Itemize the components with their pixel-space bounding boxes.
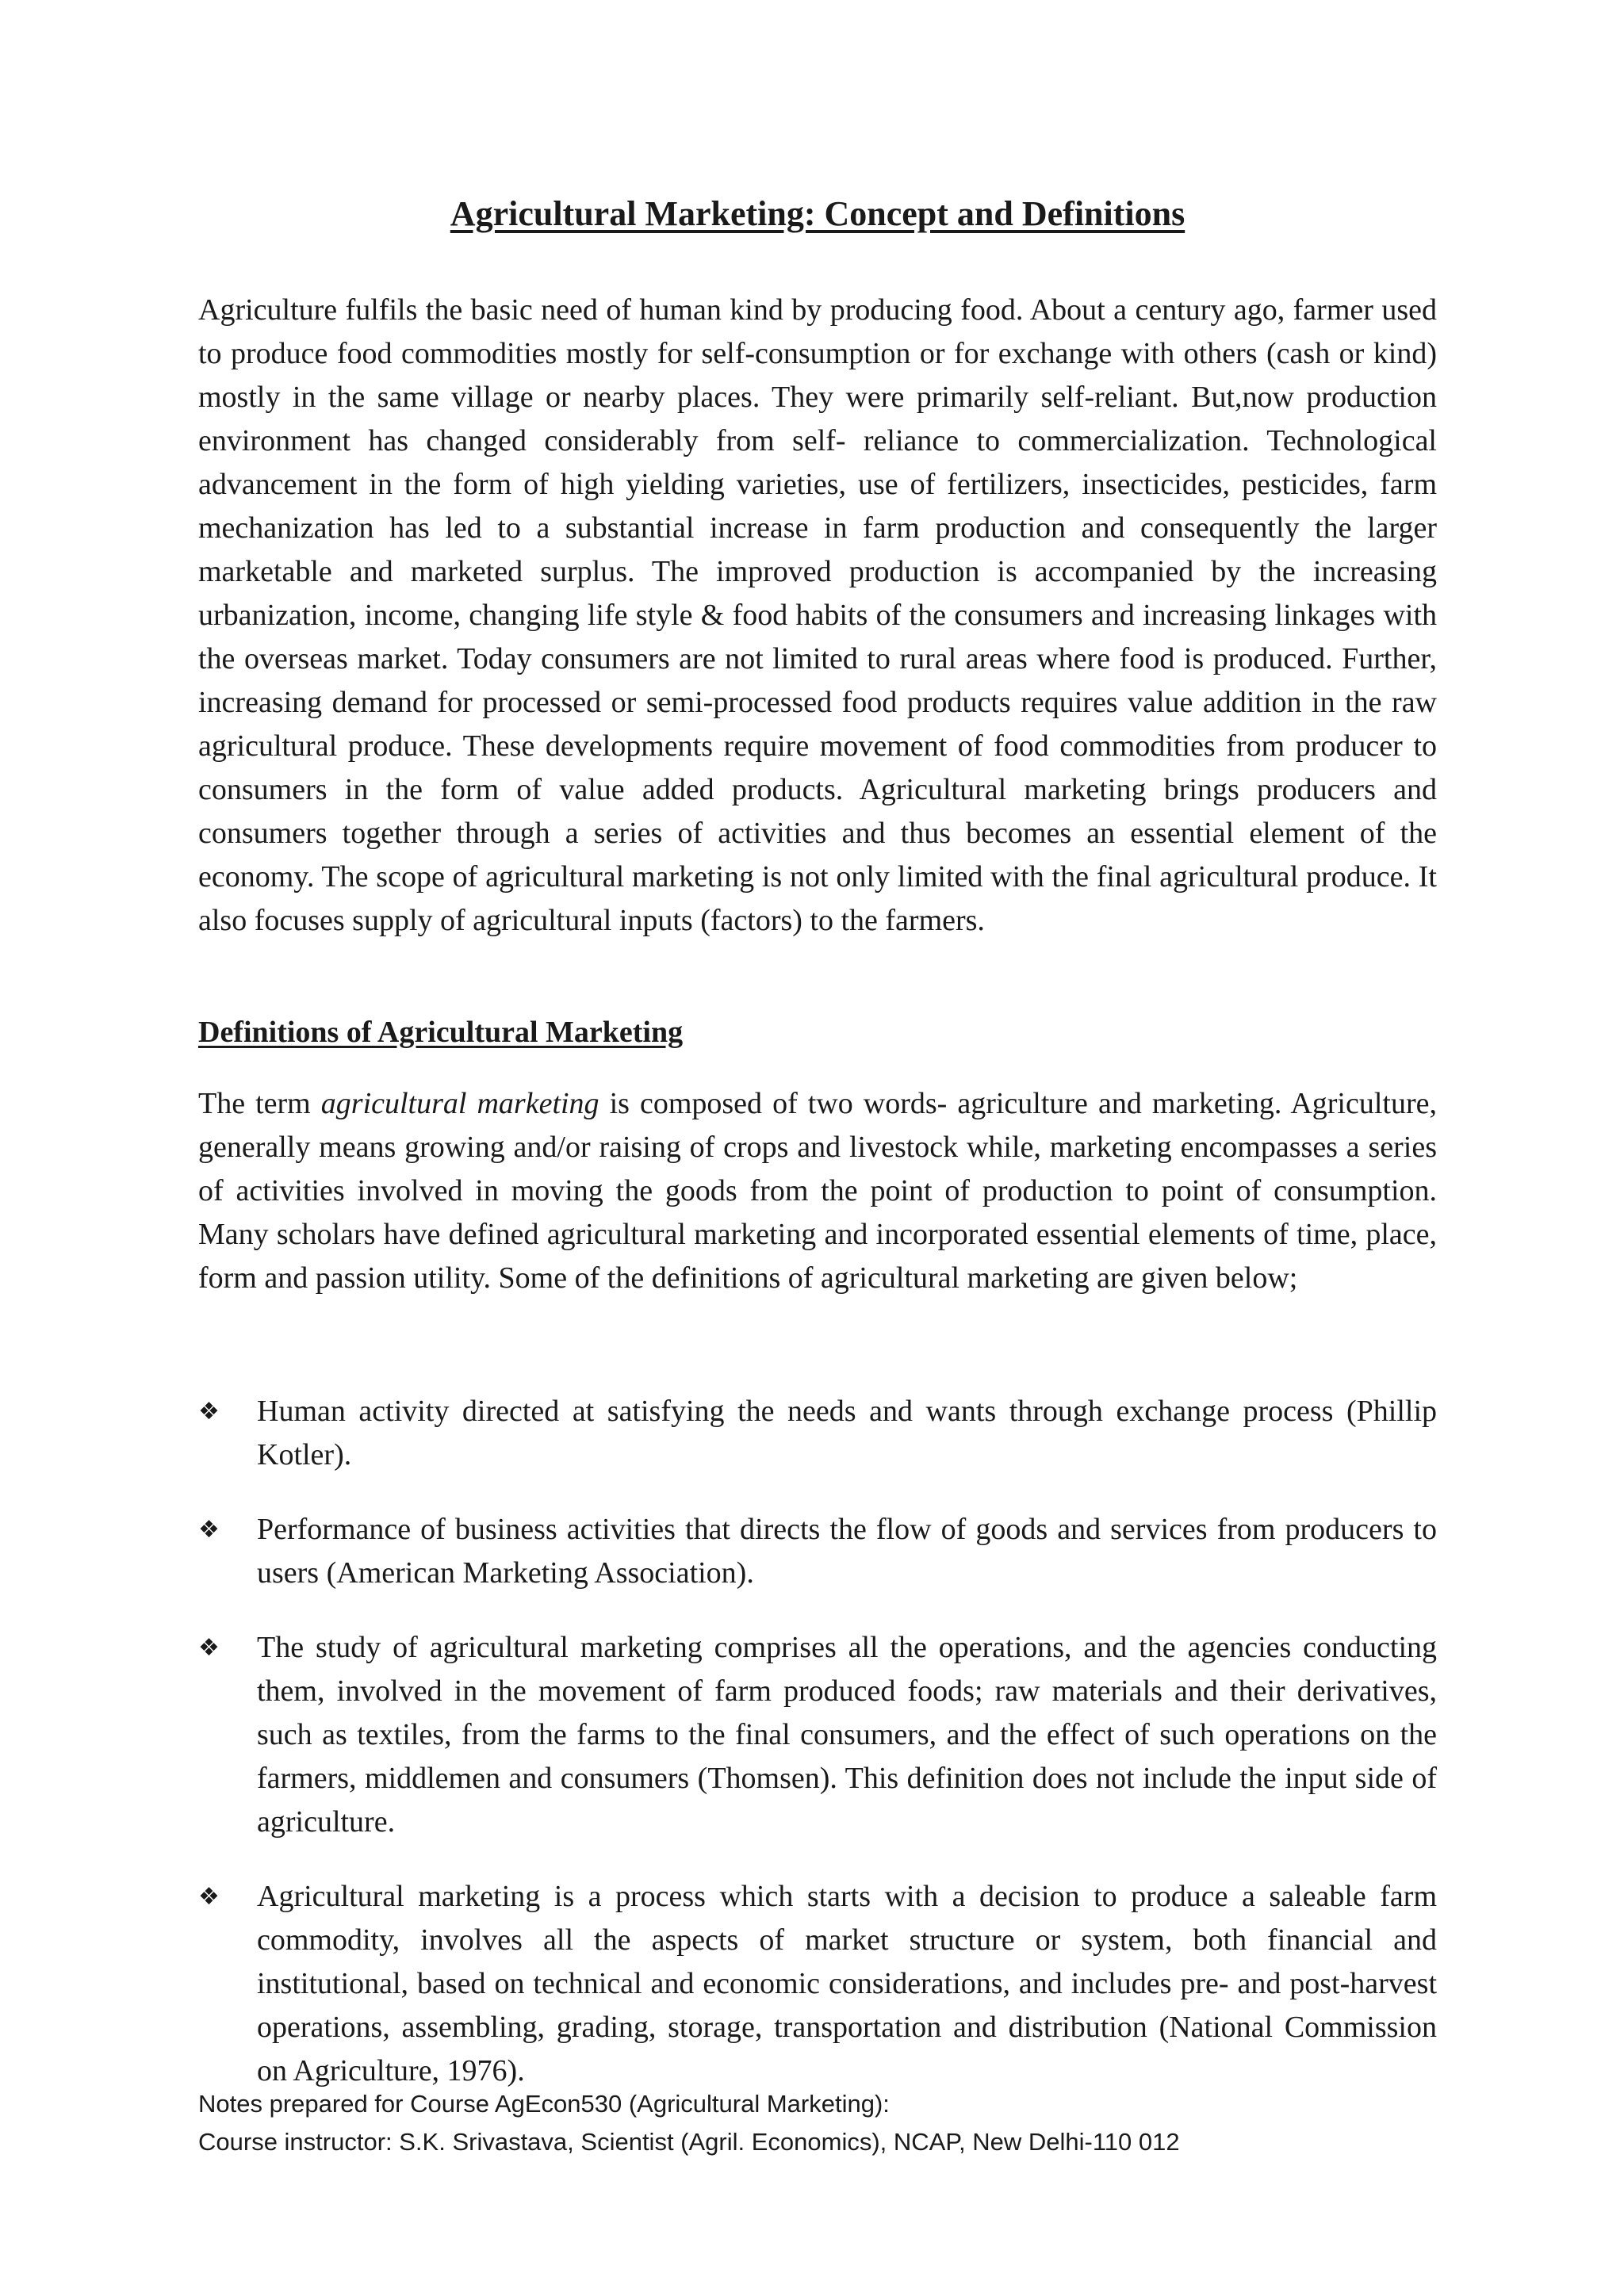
definition-text: The study of agricultural marketing comprises all the operations, and the agencies conducting them, involved in the movement of farm produced foods; raw materials and their derivatives, such as textiles, from the farms to the final consumers, and the effect of such operations on the farmers, middlemen and consumers (Thomsen). This definition does not include the input side of agriculture.	[257, 1631, 1437, 1839]
document-page	[198, 0, 1437, 2296]
definitions-intro-rest: is composed of two words- agriculture and marketing. Agriculture, generally means growing and/or raising of crops and livestock while, marketing encompasses a series of activities involved in moving the goods from the point of production to point of consumption. Many scholars have defined agricultural marketing and incorporated essential elements of time, place, form and passion utility. Some of the definitions of agricultural marketing are given below;	[198, 1087, 1437, 1295]
definitions-intro-paragraph	[198, 1082, 1437, 1300]
diamond-bullet-icon: ❖	[198, 1398, 220, 1425]
page-footer	[198, 2085, 1437, 2161]
definitions-intro-term: agricultural marketing	[320, 1087, 599, 1120]
footer-instructor-line: Course instructor: S.K. Srivastava, Scientist (Agril. Economics), NCAP, New Delhi-110 012	[198, 2128, 1180, 2156]
definitions-heading: Definitions of Agricultural Marketing	[198, 1016, 684, 1049]
diamond-bullet-icon: ❖	[198, 1634, 220, 1662]
definition-item	[198, 1390, 1437, 1477]
definition-item	[198, 1875, 1437, 2093]
page-title: Agricultural Marketing: Concept and Definitions	[450, 194, 1185, 233]
diamond-bullet-icon: ❖	[198, 1883, 220, 1911]
definition-item	[198, 1626, 1437, 1844]
diamond-bullet-icon: ❖	[198, 1516, 220, 1544]
definitions-list	[198, 1390, 1437, 2124]
definition-text: Human activity directed at satisfying the needs and wants through exchange process (Phillip Kotler).	[257, 1395, 1437, 1471]
definition-text: Performance of business activities that directs the flow of goods and services from producers to users (American Marketing Association).	[257, 1513, 1437, 1590]
definition-text: Agricultural marketing is a process which starts with a decision to produce a saleable farm commodity, involves all the aspects of market structure or system, both financial and institutional, based on technical and economic considerations, and includes pre- and post-harvest operations, assembling, grading, storage, transportation and distribution (National Commission on Agriculture, 1976).	[257, 1880, 1437, 2087]
definition-item	[198, 1508, 1437, 1595]
footer-course-line: Notes prepared for Course AgEcon530 (Agricultural Marketing):	[198, 2090, 890, 2118]
definitions-intro-lead: The term	[198, 1087, 321, 1120]
intro-paragraph: Agriculture fulfils the basic need of human kind by producing food. About a century ago, farmer used to produce food commodities mostly for self-consumption or for exchange with others (cash or kind) mostly in the same village or nearby places. They were primarily self-reliant. But,now production environment has changed considerably from self- reliance to commercialization. Technological advancement in the form of high yielding varieties, use of fertilizers, insecticides, pesticides, farm mechanization has led to a substantial increase in farm production and consequently the larger marketable and marketed surplus. The improved production is accompanied by the increasing urbanization, income, changing life style & food habits of the consumers and increasing linkages with the overseas market. Today consumers are not limited to rural areas where food is produced. Further, increasing demand for processed or semi-processed food products requires value addition in the raw agricultural produce. These developments require movement of food commodities from producer to consumers in the form of value added products. Agricultural marketing brings producers and consumers together through a series of activities and thus becomes an essential element of the economy. The scope of agricultural marketing is not only limited with the final agricultural produce. It also focuses supply of agricultural inputs (factors) to the farmers.	[198, 293, 1437, 937]
